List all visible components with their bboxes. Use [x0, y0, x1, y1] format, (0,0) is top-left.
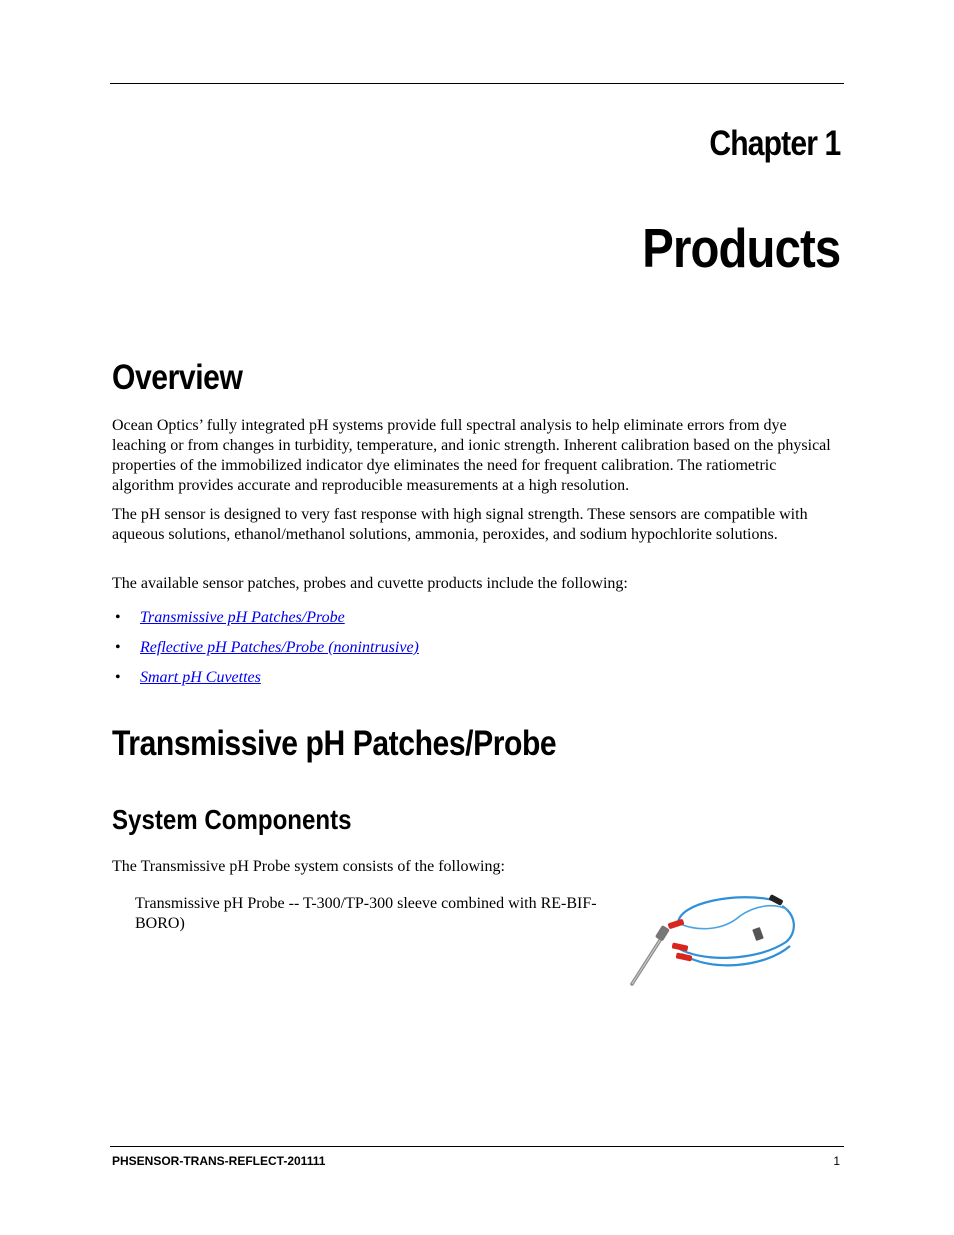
- link-transmissive-ph[interactable]: Transmissive pH Patches/Probe: [140, 609, 345, 626]
- bullet-icon: •: [115, 639, 121, 656]
- chapter-title: Products: [641, 217, 840, 279]
- header-rule: [110, 83, 844, 84]
- footer-document-id: PHSENSOR-TRANS-REFLECT-201111: [112, 1154, 326, 1168]
- probe-item-text: Transmissive pH Probe -- T-300/TP-300 sleeve combined with RE-BIF-BORO): [135, 895, 597, 932]
- footer-rule: [110, 1146, 844, 1147]
- link-reflective-ph[interactable]: Reflective pH Patches/Probe (nonintrusive): [140, 639, 419, 656]
- overview-paragraph-3: The available sensor patches, probes and cuvette products include the following:: [112, 575, 628, 592]
- overview-paragraph-1: Ocean Optics’ fully integrated pH systems provide full spectral analysis to help eliminate errors from dye leaching or from changes in turbidity, temperature, and ionic strength. Inherent calibration based on the physical properties of the immobilized indicator dye eliminates the need for frequent calibration. The ratiometric algorithm provides accurate and reproducible measurements at a high resolution.: [112, 417, 831, 494]
- overview-paragraph-2: The pH sensor is designed to very fast response with high signal strength. These sensors are compatible with aqueous solutions, ethanol/methanol solutions, ammonia, peroxides, and sodium hypochlorite solutions.: [112, 506, 808, 543]
- transmissive-intro: The Transmissive pH Probe system consists of the following:: [112, 858, 505, 875]
- bullet-icon: •: [115, 609, 121, 626]
- overview-heading: Overview: [112, 358, 243, 397]
- transmissive-heading: Transmissive pH Patches/Probe: [112, 724, 557, 763]
- bullet-icon: •: [115, 669, 121, 686]
- chapter-label: Chapter 1: [708, 124, 840, 163]
- system-components-heading: System Components: [112, 804, 352, 835]
- footer-page-number: 1: [833, 1154, 840, 1168]
- fiber-optic-probe-icon: [628, 888, 798, 988]
- link-smart-ph-cuvettes[interactable]: Smart pH Cuvettes: [140, 669, 261, 686]
